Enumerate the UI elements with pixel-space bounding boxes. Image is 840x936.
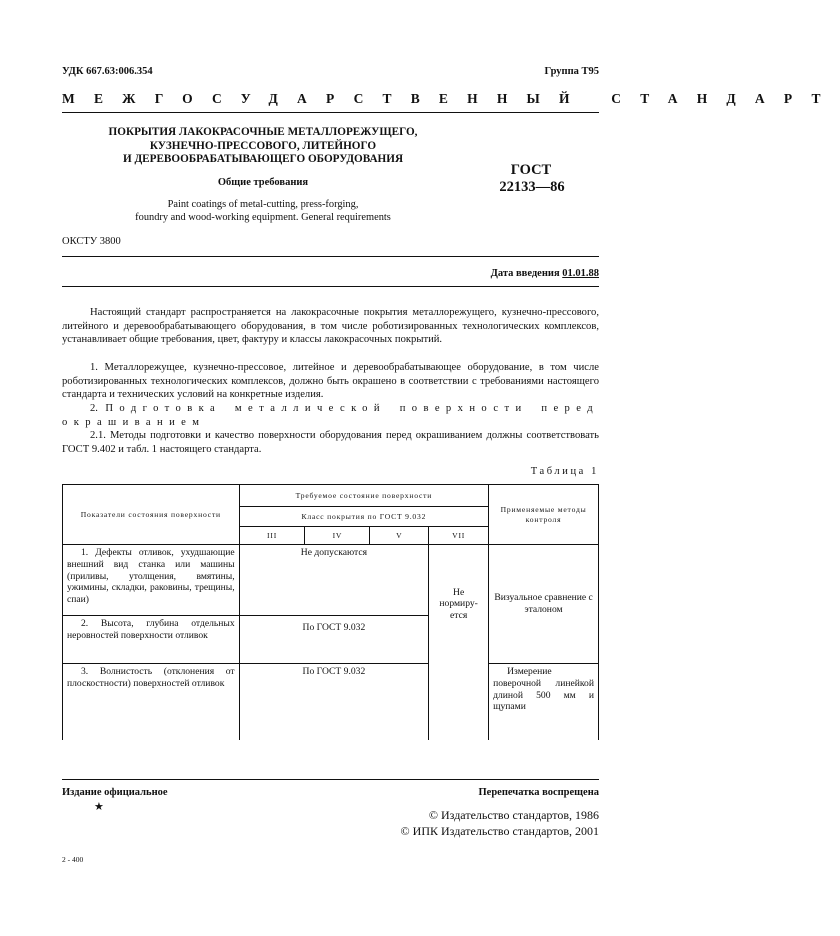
header-indicator: Показатели состояния поверхности [63, 485, 240, 545]
class-7-value: Не нормиру-ется [429, 545, 489, 664]
header-class-4: IV [305, 527, 370, 545]
header-requirement: Требуемое состояние поверхности [239, 485, 488, 507]
title-ru [62, 126, 464, 167]
title-ru-line3: И ДЕРЕВООБРАБАТЫВАЮЩЕГО ОБОРУДОВАНИЯ [122, 153, 404, 166]
official-edition: Издание официальное [62, 787, 168, 798]
subtitle: Общие требования [217, 177, 309, 188]
header-class-3: III [239, 527, 305, 545]
paragraph-2-1: 2.1. Методы подготовки и качество поверхности оборудования перед окрашиванием должны соответствовать ГОСТ 9.402 и табл. 1 настоящего стандарта. [62, 430, 599, 455]
page-code: 2 - 400 [62, 855, 84, 864]
okstu-rule [62, 256, 599, 257]
table-row [63, 664, 599, 740]
group-code: Группа Т95 [544, 66, 599, 77]
paragraph-intro: Настоящий стандарт распространяется на лакокрасочные покрытия металлорежущего, кузнечно-прессового, литейного и деревообрабатывающего оборудования, в том числе роботизированных технологических комплексов, устанавливает общие требования, цвет, фактуру и классы лакокрасочных покрытий. [62, 307, 599, 346]
title-ru-line1: ПОКРЫТИЯ ЛАКОКРАСОЧНЫЕ МЕТАЛЛОРЕЖУЩЕГО, [108, 126, 418, 138]
paragraph-1: 1. Металлорежущее, кузнечно-прессовое, литейное и деревообрабатывающее оборудование, в том числе роботизированных технологических комплексов, должно быть окрашено в соответствии с требованиями настоящего стандарта и технических условий на конкретные изделия. [62, 362, 599, 401]
method-measure: Измерение поверочной линейкой длиной 500 мм и щупами [489, 664, 599, 740]
row-1-requirement: Не допускаются [239, 545, 429, 616]
row-1-indicator: 1. Дефекты отливок, ухудшающие внешний вид станка или машины (приливы, утолщения, вмятины, ужимины, складки, раковины, трещины, спаи) [63, 545, 240, 616]
method-visual: Визуальное сравнение с эталоном [489, 545, 599, 664]
title-en-line1: Paint coatings of metal-cutting, press-forging, [167, 199, 359, 210]
row-2-requirement: По ГОСТ 9.032 [239, 616, 429, 664]
table-1 [62, 484, 599, 740]
okstu-code: ОКСТУ 3800 [62, 236, 121, 247]
introduction-date-value: 01.01.88 [562, 268, 599, 279]
copyright-2001: © ИПК Издательство стандартов, 2001 [400, 824, 599, 838]
header-method: Применяемые методы контроля [489, 485, 599, 545]
introduction-date [491, 268, 599, 279]
table-caption: Таблица 1 [530, 466, 599, 477]
gost-label: ГОСТ [510, 162, 552, 178]
paragraph-2-heading [62, 402, 599, 429]
header-class-5: V [370, 527, 429, 545]
title-en [62, 198, 464, 224]
title-ru-line2: КУЗНЕЧНО-ПРЕССОВОГО, ЛИТЕЙНОГО [149, 139, 377, 152]
standard-banner: МЕЖГОСУДАРСТВЕННЫЙ СТАНДАРТ [62, 91, 840, 106]
reprint-prohibited: Перепечатка воспрещена [478, 787, 599, 798]
table-row [63, 545, 599, 616]
row-3-indicator: 3. Волнистость (отклонения от плоскостности) поверхностей отливок [63, 664, 240, 740]
header-rule [62, 112, 599, 113]
footer-rule [62, 779, 599, 780]
gost-number: 22133—86 [499, 179, 565, 195]
header-class-7: VII [429, 527, 489, 545]
date-rule [62, 286, 599, 287]
header-class-subtitle: Класс покрытия по ГОСТ 9.032 [239, 507, 488, 527]
star-icon: ★ [94, 801, 104, 813]
paragraph-2-title: Подготовка металлической поверхности перед окрашиванием [62, 403, 599, 428]
introduction-date-label: Дата введения [490, 268, 560, 279]
row-2-indicator: 2. Высота, глубина отдельных неровностей поверхности отливок [63, 616, 240, 664]
class-7-continuation [429, 664, 489, 740]
paragraph-2-number: 2. [90, 403, 98, 414]
copyright-1986: © Издательство стандартов, 1986 [428, 808, 599, 822]
row-3-requirement: По ГОСТ 9.032 [239, 664, 429, 740]
udk-code: УДК 667.63:006.354 [62, 66, 153, 77]
title-en-line2: foundry and wood-working equipment. General requirements [135, 212, 391, 224]
